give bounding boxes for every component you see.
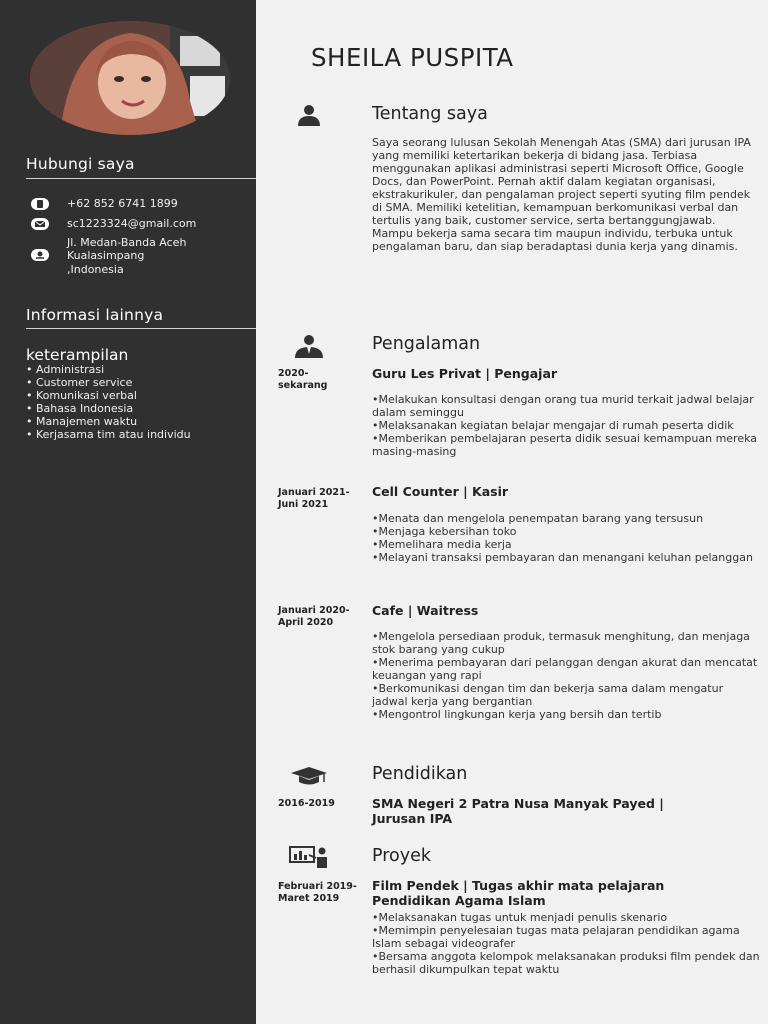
person-icon bbox=[297, 104, 321, 130]
job-date: Januari 2020- April 2020 bbox=[278, 605, 350, 628]
job-date: Januari 2021- Juni 2021 bbox=[278, 487, 350, 510]
project-name: Film Pendek | Tugas akhir mata pelajaran Pendidikan Agama Islam bbox=[372, 878, 665, 908]
project-date: Februari 2019- Maret 2019 bbox=[278, 881, 357, 904]
businessman-icon bbox=[293, 334, 325, 362]
list-item: • Melaksanakan tugas untuk menjadi penulis skenario bbox=[372, 911, 762, 924]
graduation-cap-icon bbox=[290, 767, 328, 789]
sidebar: Hubungi saya +62 852 6741 1899 sc1223324@gmail.com Jl. Medan-Banda Aceh Kualasimpang ,Indonesia Informasi lainnya keterampilan • Administrasi • Customer service • Komunikasi verbal • Bahasa Indonesia • Manajemen waktu • Kerjasama tim atau individu bbox=[0, 0, 256, 1024]
list-item: • Berkomunikasi dengan tim dan bekerja sama dalam mengatur jadwal kerja yang bergantian bbox=[372, 682, 762, 708]
info-heading: Informasi lainnya bbox=[26, 306, 164, 324]
location-icon bbox=[31, 249, 49, 261]
list-item: • Mengontrol lingkungan kerja yang bersih dan tertib bbox=[372, 708, 762, 721]
skill-item: • Customer service bbox=[26, 376, 191, 389]
list-item: • Menerima pembayaran dari pelanggan dengan akurat dan mencatat keuangan yang rapi bbox=[372, 656, 762, 682]
job-title: Cell Counter | Kasir bbox=[372, 484, 509, 499]
list-item: • Melakukan konsultasi dengan orang tua murid terkait jadwal belajar dalam seminggu bbox=[372, 393, 762, 419]
skills-list bbox=[26, 363, 191, 441]
contact-heading: Hubungi saya bbox=[26, 155, 135, 173]
skill-item: • Manajemen waktu bbox=[26, 415, 191, 428]
about-title: Tentang saya bbox=[372, 104, 488, 124]
list-item: • Memberikan pembelajaran peserta didik sesuai kemampuan mereka masing-masing bbox=[372, 432, 762, 458]
job-duties bbox=[372, 512, 762, 564]
job-title: Cafe | Waitress bbox=[372, 603, 479, 618]
skill-item: • Administrasi bbox=[26, 363, 191, 376]
skill-item: • Bahasa Indonesia bbox=[26, 402, 191, 415]
phone-icon bbox=[31, 198, 49, 210]
job-duties bbox=[372, 630, 762, 721]
divider bbox=[26, 178, 256, 179]
project-tasks bbox=[372, 911, 762, 976]
education-title: Pendidikan bbox=[372, 764, 468, 784]
education-school: SMA Negeri 2 Patra Nusa Manyak Payed | Jurusan IPA bbox=[372, 796, 664, 826]
profile-photo bbox=[30, 21, 230, 135]
job-title: Guru Les Privat | Pengajar bbox=[372, 366, 558, 381]
list-item: • Melayani transaksi pembayaran dan menangani keluhan pelanggan bbox=[372, 551, 762, 564]
list-item: • Bersama anggota kelompok melaksanakan produksi film pendek dan berhasil dikumpulkan tepat waktu bbox=[372, 950, 762, 976]
skills-heading: keterampilan bbox=[26, 346, 129, 364]
divider bbox=[26, 328, 256, 329]
job-date: 2020- sekarang bbox=[278, 368, 328, 391]
experience-title: Pengalaman bbox=[372, 334, 481, 354]
email-icon bbox=[31, 218, 49, 230]
list-item: • Memimpin penyelesaian tugas mata pelajaran pendidikan agama Islam sebagai videografer bbox=[372, 924, 762, 950]
job-duties bbox=[372, 393, 762, 458]
skill-item: • Kerjasama tim atau individu bbox=[26, 428, 191, 441]
list-item: • Mengelola persediaan produk, termasuk menghitung, dan menjaga stok barang yang cukup bbox=[372, 630, 762, 656]
education-date: 2016-2019 bbox=[278, 798, 335, 809]
person-name: SHEILA PUSPITA bbox=[311, 43, 514, 72]
about-text: Saya seorang lulusan Sekolah Menengah Atas (SMA) dari jurusan IPA yang memiliki ketertarikan bekerja di bidang jasa. Terbiasa menggunakan aplikasi administrasi seperti Microsoft Office, Google Docs, dan PowerPoint. Pernah aktif dalam kegiatan organisasi, ekstrakurikuler, dan pengalaman project seperti syuting film pendek di SMA. Memiliki ketelitian, kemampuan berkomunikasi verbal dan tertulis yang baik, customer service, serta bertanggungjawab. Mampu bekerja sama secara tim maupun individu, terbuka untuk pengalaman baru, dan siap beradaptasi dunia kerja yang dinamis. bbox=[372, 136, 751, 253]
project-title: Proyek bbox=[372, 846, 432, 866]
skill-item: • Komunikasi verbal bbox=[26, 389, 191, 402]
list-item: • Menjaga kebersihan toko bbox=[372, 525, 762, 538]
list-item: • Memelihara media kerja bbox=[372, 538, 762, 551]
list-item: • Menata dan mengelola penempatan barang yang tersusun bbox=[372, 512, 762, 525]
list-item: • Melaksanakan kegiatan belajar mengajar di rumah peserta didik bbox=[372, 419, 762, 432]
presentation-icon bbox=[289, 846, 329, 872]
